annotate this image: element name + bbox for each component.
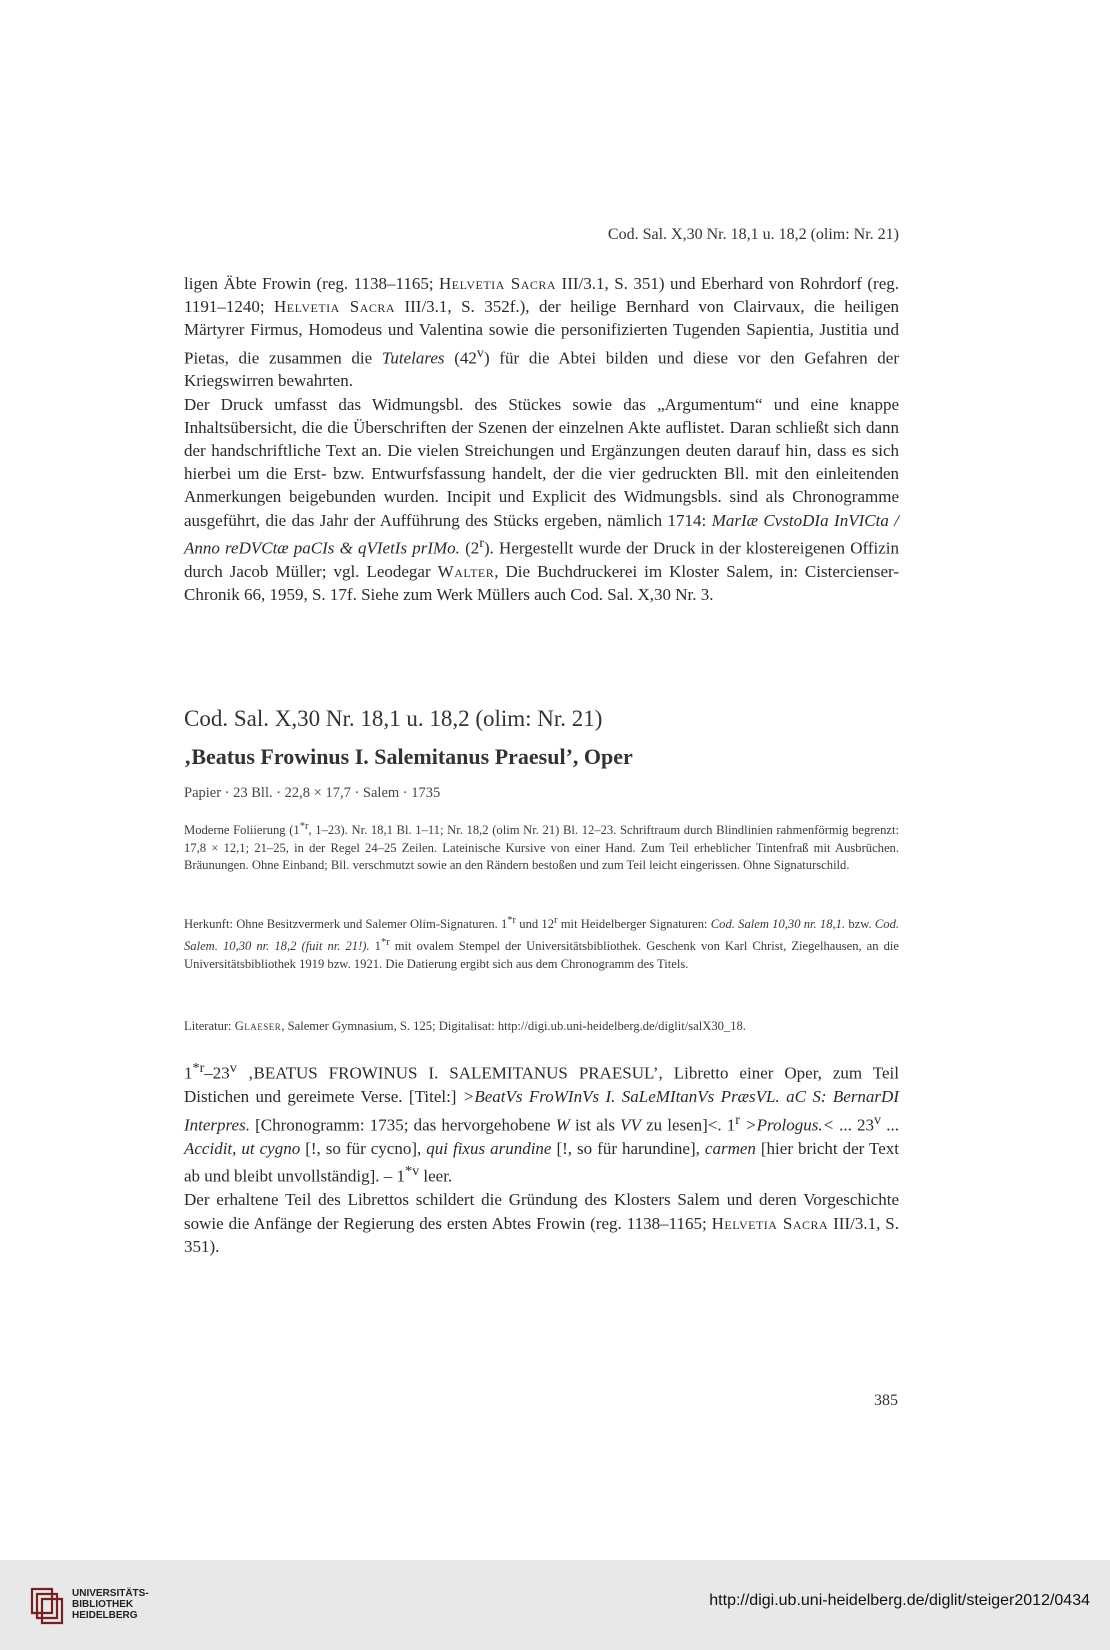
paragraph-libretto: 1$^{*r}$–23$^v$ ‚BEATUS FROWINUS I. SALEMITANUS PRAESUL’, Libretto einer Oper, zum Teil Distichen und gereimete Verse. [Titel:] >BeatVs FroWInVs I. SaLeMItanVs PræsVL. aC S: BernarDI Interpres. [Chronogramm: 1735; das hervorgehobene W ist als VV zu lesen]<. 1$^r$ >Prologus.< ... 23$^v$ ... Accidit, ut cygno [!, so für cycno], qui fixus arundine [!, so für harundine], carmen [hier bricht der Text ab und bleibt unvollständig]. – 1$^{*v}$ leer.: [184, 1060, 900, 1186]
running-head: Cod. Sal. X,30 Nr. 18,1 u. 18,2 (olim: Nr. 21): [607, 226, 899, 243]
paragraph-print: Der Druck umfasst das Widmungsbl. des Stückes sowie das „Argumentum“ und eine knappe Inhaltsübersicht, die die Überschriften der Szenen der einzelnen Akte auflistet. Daran schließt sich dann der handschriftliche Text an. Die vielen Streichungen und Ergänzungen deuten darauf hin, dass es sich hierbei um die Erst- bzw. Entwurfsfassung handelt, der die vier gedruckten Bll. mit den einleitenden Anmerkungen beigebunden wurden. Incipit und Explicit des Widmungsbls. sind als Chronogramme ausgeführt, die das Jahr der Aufführung des Stücks ergeben, nämlich 1714: MarIæ CvstoDIa InVICta / Anno reDVCtæ paCIs & qVIetIs prIMo. (2$^r$). Hergestellt wurde der Druck in der klostereigenen Offizin durch Jacob Müller; vgl. Leodegar Walter, Die Buchdruckerei im Kloster Salem, in: Cistercienser-Chronik 66, 1959, S. 17f. Siehe zum Werk Müllers auch Cod. Sal. X,30 Nr. 3.: [184, 394, 899, 604]
provenance: Herkunft: Ohne Besitzvermerk und Salemer Olim-Signaturen. 1$^{*r}$ und 12$^r$ mit Heidelberger Signaturen: Cod. Salem 10,30 nr. 18,1. bzw. Cod. Salem. 10,30 nr. 18,2 (fuit nr. 21!). 1$^{*r}$ mit ovalem Stempel der Universitätsbibliothek. Geschenk von Karl Christ, Ziegelhausen, an die Universitätsbibliothek 1919 bzw. 1921. Die Datierung ergibt sich aus dem Chronogramm des Titels.: [184, 915, 900, 971]
entry-title: ‚Beatus Frowinus I. Salemitanus Praesul’, Oper: [184, 744, 633, 769]
literature: Literatur: Glaeser, Salemer Gymnasium, S. 125; Digitalisat: http://digi.ub.uni-heidelberg.de/diglit/salX30_18.: [184, 1019, 746, 1033]
entry-meta: Papier · 23 Bll. · 22,8 × 17,7 · Salem · 1735: [184, 785, 441, 801]
permalink[interactable]: http://digi.ub.uni-heidelberg.de/diglit/steiger2012/0434: [709, 1592, 1090, 1609]
content-description: [184, 1057, 899, 1259]
page-number: 385: [874, 1392, 898, 1409]
library-logo-icon: [28, 1583, 64, 1625]
reference-helvetia-sacra: Helvetia Sacra: [439, 274, 557, 293]
physical-description: Moderne Foliierung (1$^{*r}$, 1–23). Nr. 18,1 Bl. 1–11; Nr. 18,2 (olim Nr. 21) Bl. 12–23. Schriftraum durch Blindlinien rahmenförmig begrenzt: 17,8 × 12,1; 21–25, in der Regel 24–25 Zeilen. Lateinische Kursive von einer Hand. Zum Teil erheblicher Tintenfraß mit Ausbrüchen. Bräunungen. Ohne Einband; Bll. verschmutzt sowie an den Rändern bestoßen und zum Teil leicht eingerissen. Ohne Signaturschild.: [184, 821, 899, 873]
footer-bar: [0, 1560, 1110, 1650]
chronogram: MarIæ CvstoDIa InVICta / Anno reDVCtæ paCIs & qVIetIs prIMo.: [184, 510, 899, 558]
continued-text: [184, 272, 899, 606]
paragraph-abbots: ligen Äbte Frowin (reg. 1138–1165; Helvetia Sacra III/3.1, S. 351) und Eberhard von Rohrdorf (reg. 1191–1240; Helvetia Sacra III/3.1, S. 352f.), der heilige Bernhard von Clairvaux, die heiligen Märtyrer Firmus, Homodeus und Valentina sowie die personifizierten Tugenden Sapientia, Justitia und Pietas, die zusammen die Tutelares (42$^v$) für die Abtei bilden und diese vor den Gefahren der Kriegswirren bewahrten.: [184, 274, 900, 391]
paragraph-content: Der erhaltene Teil des Librettos schildert die Gründung des Klosters Salem und deren Vorgeschichte sowie die Anfänge der Regierung des ersten Abtes Frowin (reg. 1138–1165; Helvetia Sacra III/3.1, S. 351).: [184, 1190, 899, 1257]
library-name: UNIVERSITÄTS- BIBLIOTHEK HEIDELBERG: [72, 1588, 149, 1621]
entry-heading: Cod. Sal. X,30 Nr. 18,1 u. 18,2 (olim: Nr. 21): [184, 706, 603, 731]
